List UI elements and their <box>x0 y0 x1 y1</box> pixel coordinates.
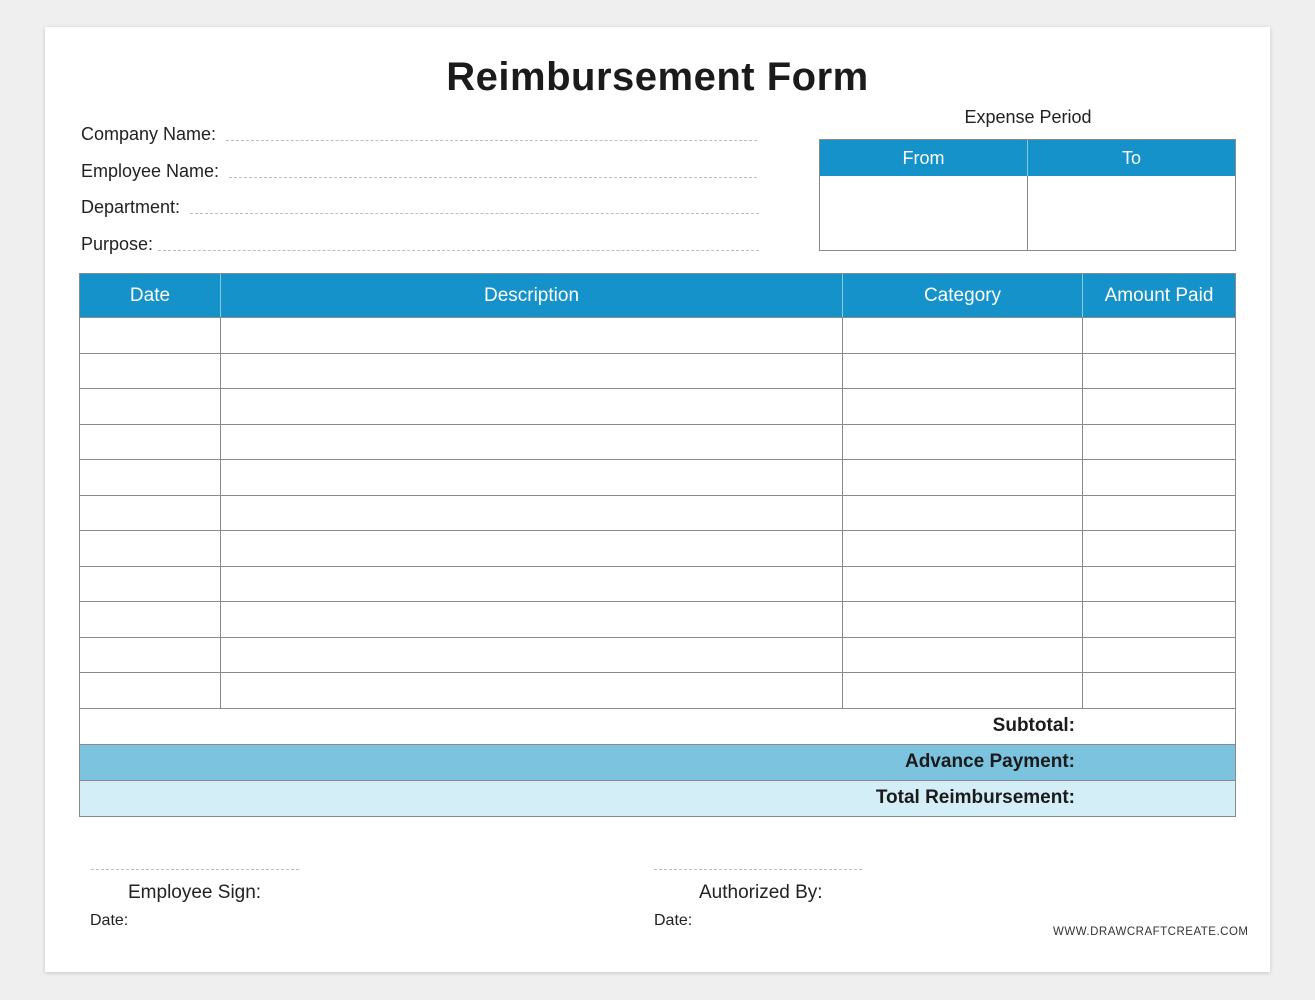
amount-cell[interactable] <box>1083 496 1235 531</box>
table-row <box>80 601 1235 637</box>
advance-payment-row <box>80 744 1235 780</box>
department-field[interactable] <box>81 194 759 218</box>
amount-cell[interactable] <box>1083 602 1235 637</box>
date-cell[interactable] <box>80 354 221 389</box>
col-description-header: Description <box>221 274 843 317</box>
period-from-header: From <box>820 140 1028 176</box>
total-reimbursement-label: Total Reimbursement: <box>875 787 1075 808</box>
col-amount-header: Amount Paid <box>1104 284 1214 306</box>
table-row <box>80 388 1235 424</box>
advance-payment-label: Advance Payment: <box>904 751 1075 772</box>
category-cell[interactable] <box>843 460 1083 495</box>
form-title: Reimbursement Form <box>446 55 869 99</box>
category-cell[interactable] <box>843 602 1083 637</box>
amount-cell[interactable] <box>1083 638 1235 673</box>
col-date-header: Date <box>80 274 221 317</box>
amount-cell[interactable] <box>1083 389 1235 424</box>
date-cell[interactable] <box>80 531 221 566</box>
date-cell[interactable] <box>80 496 221 531</box>
authorized-by-label: Authorized By: <box>699 882 823 903</box>
company-name-field[interactable] <box>81 121 757 145</box>
date-cell[interactable] <box>80 425 221 460</box>
description-cell[interactable] <box>221 389 843 424</box>
subtotal-label: Subtotal: <box>992 715 1075 736</box>
amount-cell[interactable] <box>1083 318 1235 353</box>
col-category-header: Category <box>843 274 1083 317</box>
description-cell[interactable] <box>221 531 843 566</box>
employee-sign-label: Employee Sign: <box>128 882 262 903</box>
description-cell[interactable] <box>221 602 843 637</box>
date-cell[interactable] <box>80 567 221 602</box>
description-cell[interactable] <box>221 425 843 460</box>
expense-table-body <box>80 317 1235 708</box>
date-cell[interactable] <box>80 673 221 708</box>
period-from-cell[interactable] <box>820 176 1028 250</box>
amount-cell[interactable] <box>1083 425 1235 460</box>
subtotal-row <box>80 708 1235 744</box>
amount-cell[interactable] <box>1083 354 1235 389</box>
description-cell[interactable] <box>221 354 843 389</box>
description-cell[interactable] <box>221 460 843 495</box>
date-cell[interactable] <box>80 602 221 637</box>
employee-date-label: Date: <box>90 912 129 929</box>
category-cell[interactable] <box>843 318 1083 353</box>
table-row <box>80 566 1235 602</box>
category-cell[interactable] <box>843 389 1083 424</box>
total-reimbursement-row <box>80 780 1235 816</box>
amount-cell[interactable] <box>1083 673 1235 708</box>
table-row <box>80 495 1235 531</box>
description-cell[interactable] <box>221 673 843 708</box>
employee-name-line[interactable] <box>229 177 757 178</box>
authorized-sign-line[interactable] <box>654 869 862 870</box>
date-cell[interactable] <box>80 318 221 353</box>
table-row <box>80 424 1235 460</box>
table-row <box>80 459 1235 495</box>
amount-cell[interactable] <box>1083 567 1235 602</box>
description-cell[interactable] <box>221 318 843 353</box>
expense-period-box <box>819 139 1236 251</box>
table-row <box>80 637 1235 673</box>
period-to-header: To <box>1028 140 1235 176</box>
date-cell[interactable] <box>80 638 221 673</box>
category-cell[interactable] <box>843 425 1083 460</box>
category-cell[interactable] <box>843 567 1083 602</box>
date-cell[interactable] <box>80 460 221 495</box>
category-cell[interactable] <box>843 673 1083 708</box>
purpose-line[interactable] <box>158 250 759 251</box>
expense-table-header <box>80 274 1235 317</box>
purpose-field[interactable] <box>81 231 759 255</box>
amount-cell[interactable] <box>1083 531 1235 566</box>
expense-table <box>79 273 1236 817</box>
table-row <box>80 353 1235 389</box>
table-row <box>80 672 1235 708</box>
description-cell[interactable] <box>221 567 843 602</box>
company-name-line[interactable] <box>226 140 757 141</box>
employee-name-field[interactable] <box>81 158 757 182</box>
category-cell[interactable] <box>843 531 1083 566</box>
category-cell[interactable] <box>843 638 1083 673</box>
employee-name-label: Employee Name: <box>81 161 220 181</box>
category-cell[interactable] <box>843 496 1083 531</box>
period-to-cell[interactable] <box>1028 176 1235 250</box>
date-cell[interactable] <box>80 389 221 424</box>
description-cell[interactable] <box>221 496 843 531</box>
company-name-label: Company Name: <box>81 124 217 144</box>
table-row <box>80 317 1235 353</box>
category-cell[interactable] <box>843 354 1083 389</box>
department-line[interactable] <box>190 213 759 214</box>
purpose-label: Purpose: <box>81 234 154 254</box>
description-cell[interactable] <box>221 638 843 673</box>
amount-cell[interactable] <box>1083 460 1235 495</box>
expense-period-label: Expense Period <box>964 107 1092 127</box>
website-credit: WWW.DRAWCRAFTCREATE.COM <box>1053 926 1249 938</box>
table-row <box>80 530 1235 566</box>
employee-sign-line[interactable] <box>91 869 299 870</box>
authorized-date-label: Date: <box>654 912 693 929</box>
department-label: Department: <box>81 197 181 217</box>
